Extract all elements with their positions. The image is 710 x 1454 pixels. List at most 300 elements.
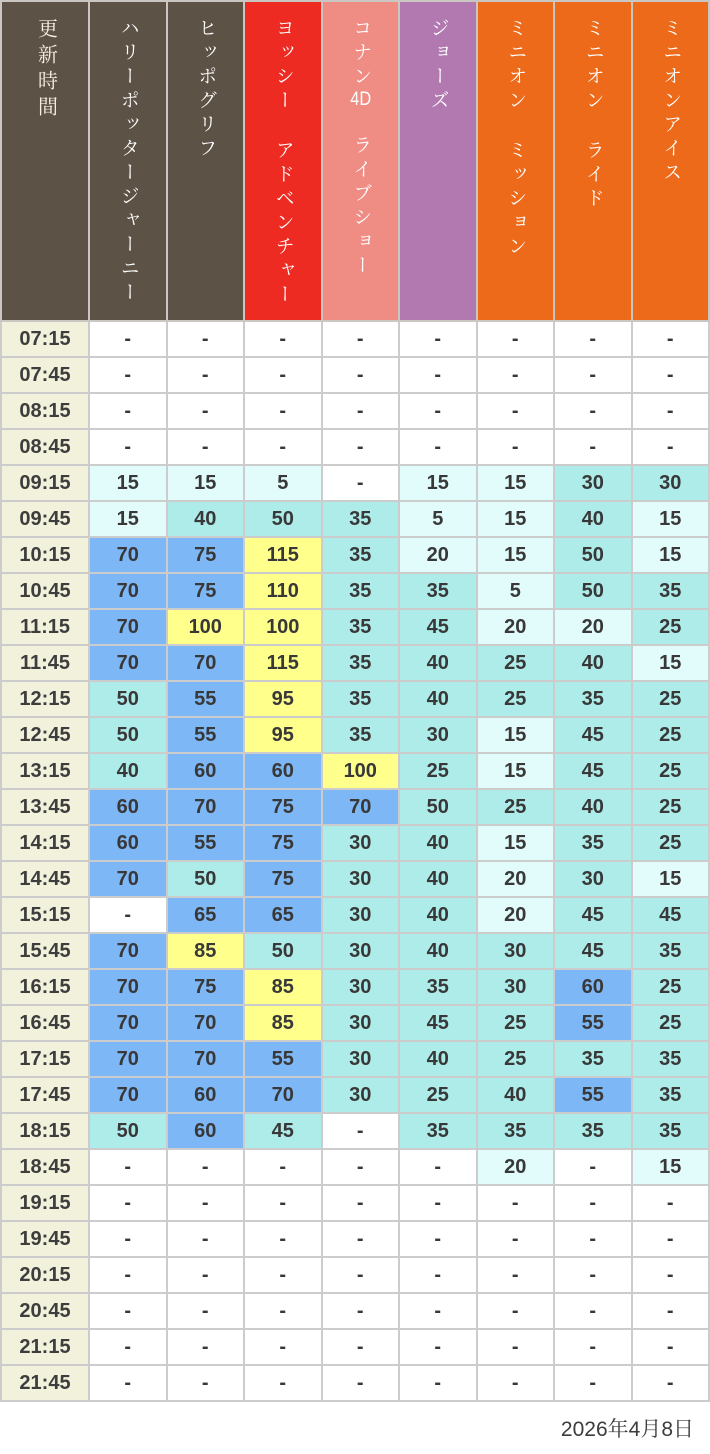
wait-time-cell bbox=[244, 465, 322, 501]
wait-time-value: 15 bbox=[478, 538, 554, 572]
wait-time-value: - bbox=[478, 1222, 554, 1256]
wait-time-cell bbox=[632, 537, 710, 573]
time-cell: 08:45 bbox=[1, 429, 89, 465]
wait-time-value: - bbox=[323, 1330, 399, 1364]
wait-time-value: 15 bbox=[168, 466, 244, 500]
wait-time-cell bbox=[477, 537, 555, 573]
wait-time-value: 50 bbox=[400, 790, 476, 824]
time-cell: 20:15 bbox=[1, 1257, 89, 1293]
wait-time-value: - bbox=[555, 430, 631, 464]
wait-time-value: 75 bbox=[168, 574, 244, 608]
wait-time-value: 30 bbox=[555, 862, 631, 896]
wait-time-cell bbox=[477, 645, 555, 681]
time-cell: 15:45 bbox=[1, 933, 89, 969]
wait-time-value: 70 bbox=[90, 610, 166, 644]
wait-time-cell bbox=[167, 393, 245, 429]
wait-time-value: 50 bbox=[245, 934, 321, 968]
wait-time-cell bbox=[477, 789, 555, 825]
time-cell: 14:15 bbox=[1, 825, 89, 861]
wait-time-value: - bbox=[633, 322, 709, 356]
wait-time-cell bbox=[89, 717, 167, 753]
wait-time-value: - bbox=[633, 358, 709, 392]
column-header-5 bbox=[399, 1, 477, 321]
wait-time-cell bbox=[399, 645, 477, 681]
wait-time-value: 30 bbox=[478, 970, 554, 1004]
wait-time-cell bbox=[399, 501, 477, 537]
wait-time-cell bbox=[89, 537, 167, 573]
wait-time-value: 35 bbox=[323, 574, 399, 608]
wait-time-cell bbox=[89, 681, 167, 717]
wait-time-cell bbox=[167, 609, 245, 645]
wait-time-value: 50 bbox=[90, 682, 166, 716]
wait-time-cell bbox=[632, 429, 710, 465]
wait-time-cell bbox=[554, 861, 632, 897]
wait-time-value: 70 bbox=[168, 1006, 244, 1040]
time-column-header-label: 更新時間 bbox=[34, 18, 57, 122]
table-row bbox=[1, 825, 709, 861]
wait-time-value: 70 bbox=[90, 646, 166, 680]
table-row bbox=[1, 753, 709, 789]
wait-time-value: - bbox=[555, 322, 631, 356]
wait-time-cell bbox=[322, 573, 400, 609]
wait-time-value: 55 bbox=[245, 1042, 321, 1076]
wait-time-value: 100 bbox=[323, 754, 399, 788]
wait-time-value: 45 bbox=[555, 718, 631, 752]
wait-time-value: 65 bbox=[245, 898, 321, 932]
wait-time-cell bbox=[477, 1149, 555, 1185]
wait-time-cell bbox=[244, 825, 322, 861]
wait-time-cell bbox=[554, 573, 632, 609]
wait-time-value: 110 bbox=[245, 574, 321, 608]
wait-time-cell bbox=[632, 357, 710, 393]
wait-time-value: 70 bbox=[90, 574, 166, 608]
wait-time-value: 50 bbox=[168, 862, 244, 896]
table-row bbox=[1, 789, 709, 825]
wait-time-cell bbox=[554, 645, 632, 681]
wait-time-value: - bbox=[633, 394, 709, 428]
wait-time-value: 45 bbox=[555, 898, 631, 932]
wait-time-value: 35 bbox=[323, 718, 399, 752]
wait-time-value: - bbox=[245, 1294, 321, 1328]
wait-time-value: 75 bbox=[168, 538, 244, 572]
wait-time-value: 75 bbox=[168, 970, 244, 1004]
wait-time-cell bbox=[554, 321, 632, 357]
wait-time-cell bbox=[399, 1149, 477, 1185]
wait-time-cell bbox=[322, 609, 400, 645]
wait-time-value: 30 bbox=[323, 1078, 399, 1112]
wait-time-value: - bbox=[90, 1330, 166, 1364]
table-row bbox=[1, 1257, 709, 1293]
wait-time-cell bbox=[399, 789, 477, 825]
wait-time-cell bbox=[89, 1293, 167, 1329]
wait-time-cell bbox=[554, 609, 632, 645]
wait-time-cell bbox=[167, 753, 245, 789]
wait-time-value: 35 bbox=[555, 1114, 631, 1148]
wait-time-value: 15 bbox=[478, 754, 554, 788]
wait-time-cell bbox=[322, 465, 400, 501]
wait-time-value: - bbox=[168, 358, 244, 392]
wait-time-value: - bbox=[245, 358, 321, 392]
wait-time-value: 15 bbox=[90, 466, 166, 500]
table-row bbox=[1, 969, 709, 1005]
column-header-label: ハリーポッタージャーニー bbox=[117, 18, 139, 306]
wait-time-value: 15 bbox=[478, 718, 554, 752]
wait-time-cell bbox=[89, 1005, 167, 1041]
wait-time-cell bbox=[89, 573, 167, 609]
wait-time-value: 40 bbox=[555, 502, 631, 536]
wait-time-cell bbox=[554, 1221, 632, 1257]
wait-time-cell bbox=[322, 717, 400, 753]
wait-time-value: 45 bbox=[245, 1114, 321, 1148]
column-header-3 bbox=[244, 1, 322, 321]
wait-time-value: 60 bbox=[245, 754, 321, 788]
wait-time-cell bbox=[244, 717, 322, 753]
wait-time-value: 25 bbox=[400, 754, 476, 788]
wait-time-value: 35 bbox=[323, 502, 399, 536]
wait-time-cell bbox=[89, 1149, 167, 1185]
wait-time-value: 20 bbox=[400, 538, 476, 572]
wait-time-cell bbox=[167, 1149, 245, 1185]
wait-time-value: 65 bbox=[168, 898, 244, 932]
wait-time-cell bbox=[399, 393, 477, 429]
wait-time-value: 30 bbox=[323, 826, 399, 860]
time-cell: 13:45 bbox=[1, 789, 89, 825]
wait-time-value: - bbox=[633, 1330, 709, 1364]
wait-time-cell bbox=[89, 645, 167, 681]
wait-time-cell bbox=[399, 1113, 477, 1149]
wait-time-value: - bbox=[323, 430, 399, 464]
wait-time-cell bbox=[322, 897, 400, 933]
table-row bbox=[1, 501, 709, 537]
wait-time-value: 50 bbox=[555, 538, 631, 572]
wait-time-cell bbox=[322, 969, 400, 1005]
wait-time-value: 20 bbox=[478, 1150, 554, 1184]
wait-time-cell bbox=[244, 1257, 322, 1293]
wait-time-cell bbox=[477, 1257, 555, 1293]
wait-time-value: - bbox=[168, 394, 244, 428]
time-cell: 11:15 bbox=[1, 609, 89, 645]
wait-time-value: 35 bbox=[400, 574, 476, 608]
wait-time-cell bbox=[167, 933, 245, 969]
wait-time-value: - bbox=[400, 1258, 476, 1292]
wait-time-value: 5 bbox=[245, 466, 321, 500]
wait-time-cell bbox=[322, 537, 400, 573]
wait-time-value: 35 bbox=[478, 1114, 554, 1148]
wait-time-value: 15 bbox=[633, 502, 709, 536]
wait-time-cell bbox=[632, 465, 710, 501]
wait-time-cell bbox=[167, 1113, 245, 1149]
wait-time-cell bbox=[89, 789, 167, 825]
wait-time-value: 35 bbox=[555, 826, 631, 860]
wait-time-value: - bbox=[323, 1366, 399, 1400]
time-cell: 17:15 bbox=[1, 1041, 89, 1077]
wait-time-cell bbox=[167, 1221, 245, 1257]
wait-time-cell bbox=[322, 861, 400, 897]
date-label: 2026年4月8日 bbox=[560, 1418, 694, 1441]
wait-time-value: 40 bbox=[400, 1042, 476, 1076]
wait-time-value: 60 bbox=[90, 826, 166, 860]
wait-time-value: 35 bbox=[633, 574, 709, 608]
wait-time-cell bbox=[89, 1257, 167, 1293]
wait-time-value: - bbox=[90, 1366, 166, 1400]
wait-time-value: 70 bbox=[323, 790, 399, 824]
wait-time-value: - bbox=[400, 322, 476, 356]
wait-time-cell bbox=[167, 1257, 245, 1293]
wait-time-cell bbox=[477, 465, 555, 501]
wait-time-value: - bbox=[90, 898, 166, 932]
wait-time-cell bbox=[167, 825, 245, 861]
wait-time-value: 15 bbox=[400, 466, 476, 500]
wait-time-value: 15 bbox=[478, 826, 554, 860]
time-cell: 09:15 bbox=[1, 465, 89, 501]
wait-time-cell bbox=[632, 1185, 710, 1221]
wait-time-value: 30 bbox=[323, 862, 399, 896]
wait-time-value: 60 bbox=[168, 1078, 244, 1112]
wait-time-value: 70 bbox=[90, 970, 166, 1004]
wait-time-cell bbox=[89, 1365, 167, 1401]
wait-time-cell bbox=[554, 393, 632, 429]
wait-time-cell bbox=[632, 609, 710, 645]
wait-time-value: 45 bbox=[400, 610, 476, 644]
table-row bbox=[1, 1185, 709, 1221]
wait-time-value: - bbox=[633, 1258, 709, 1292]
wait-time-value: 5 bbox=[400, 502, 476, 536]
wait-time-cell bbox=[89, 1185, 167, 1221]
wait-time-cell bbox=[554, 537, 632, 573]
column-header-6 bbox=[477, 1, 555, 321]
wait-time-cell bbox=[632, 1257, 710, 1293]
wait-time-value: - bbox=[400, 358, 476, 392]
table-row bbox=[1, 429, 709, 465]
wait-time-cell bbox=[167, 1005, 245, 1041]
wait-time-value: 35 bbox=[400, 1114, 476, 1148]
wait-time-cell bbox=[554, 897, 632, 933]
wait-time-cell bbox=[244, 609, 322, 645]
table-row bbox=[1, 357, 709, 393]
table-row bbox=[1, 861, 709, 897]
wait-time-cell bbox=[554, 1185, 632, 1221]
wait-time-cell bbox=[632, 933, 710, 969]
wait-time-value: 35 bbox=[555, 1042, 631, 1076]
wait-time-value: 25 bbox=[633, 790, 709, 824]
wait-time-cell bbox=[477, 393, 555, 429]
wait-time-cell bbox=[244, 501, 322, 537]
wait-time-value: 30 bbox=[555, 466, 631, 500]
wait-time-cell bbox=[477, 681, 555, 717]
table-row bbox=[1, 393, 709, 429]
column-header-7 bbox=[554, 1, 632, 321]
wait-time-cell bbox=[632, 321, 710, 357]
wait-time-value: - bbox=[168, 1294, 244, 1328]
table-row bbox=[1, 465, 709, 501]
wait-time-cell bbox=[399, 537, 477, 573]
time-cell: 18:15 bbox=[1, 1113, 89, 1149]
wait-time-value: - bbox=[478, 1186, 554, 1220]
table-row bbox=[1, 1293, 709, 1329]
wait-time-cell bbox=[167, 1365, 245, 1401]
time-cell: 07:15 bbox=[1, 321, 89, 357]
wait-time-cell bbox=[89, 753, 167, 789]
wait-time-cell bbox=[632, 1293, 710, 1329]
wait-time-value: 85 bbox=[245, 1006, 321, 1040]
column-header-label: コナン4D ライブショー bbox=[350, 18, 372, 279]
wait-time-value: - bbox=[168, 1222, 244, 1256]
wait-time-cell bbox=[477, 1005, 555, 1041]
wait-time-value: 20 bbox=[478, 862, 554, 896]
wait-time-cell bbox=[167, 969, 245, 1005]
wait-time-value: 30 bbox=[323, 1042, 399, 1076]
wait-time-cell bbox=[167, 1329, 245, 1365]
wait-time-cell bbox=[89, 969, 167, 1005]
wait-time-cell bbox=[477, 861, 555, 897]
wait-time-value: 55 bbox=[168, 682, 244, 716]
table-row bbox=[1, 609, 709, 645]
wait-time-cell bbox=[244, 573, 322, 609]
wait-time-cell bbox=[399, 1041, 477, 1077]
wait-time-value: - bbox=[245, 394, 321, 428]
wait-time-value: 25 bbox=[633, 826, 709, 860]
wait-time-cell bbox=[244, 681, 322, 717]
wait-time-value: 30 bbox=[633, 466, 709, 500]
wait-time-cell bbox=[244, 1113, 322, 1149]
wait-time-value: 40 bbox=[555, 790, 631, 824]
column-header-label: ミニオン ミッション bbox=[505, 18, 527, 260]
wait-time-value: 95 bbox=[245, 682, 321, 716]
wait-time-value: - bbox=[633, 1186, 709, 1220]
wait-time-value: 55 bbox=[555, 1006, 631, 1040]
wait-time-cell bbox=[322, 933, 400, 969]
wait-time-cell bbox=[399, 753, 477, 789]
wait-time-cell bbox=[632, 1005, 710, 1041]
wait-time-cell bbox=[554, 1077, 632, 1113]
wait-time-cell bbox=[167, 645, 245, 681]
wait-time-cell bbox=[244, 897, 322, 933]
wait-time-cell bbox=[554, 1365, 632, 1401]
wait-time-value: - bbox=[323, 1186, 399, 1220]
wait-time-cell bbox=[322, 1113, 400, 1149]
wait-time-cell bbox=[554, 933, 632, 969]
wait-time-value: 85 bbox=[245, 970, 321, 1004]
wait-time-cell bbox=[477, 573, 555, 609]
wait-time-value: 25 bbox=[478, 682, 554, 716]
wait-time-value: - bbox=[90, 1150, 166, 1184]
time-cell: 11:45 bbox=[1, 645, 89, 681]
column-header-1 bbox=[89, 1, 167, 321]
wait-time-value: - bbox=[478, 1294, 554, 1328]
time-cell: 19:45 bbox=[1, 1221, 89, 1257]
wait-time-cell bbox=[244, 1185, 322, 1221]
wait-time-cell bbox=[244, 357, 322, 393]
wait-time-value: - bbox=[245, 1366, 321, 1400]
table-row bbox=[1, 645, 709, 681]
wait-time-value: - bbox=[245, 1258, 321, 1292]
wait-time-value: - bbox=[90, 1186, 166, 1220]
wait-time-cell bbox=[322, 753, 400, 789]
wait-time-value: - bbox=[323, 1222, 399, 1256]
wait-time-value: 25 bbox=[633, 754, 709, 788]
table-row bbox=[1, 933, 709, 969]
wait-time-value: - bbox=[400, 1366, 476, 1400]
wait-time-value: - bbox=[478, 1258, 554, 1292]
wait-time-cell bbox=[554, 465, 632, 501]
wait-time-cell bbox=[477, 321, 555, 357]
wait-time-value: 25 bbox=[400, 1078, 476, 1112]
wait-time-cell bbox=[244, 753, 322, 789]
table-row bbox=[1, 1113, 709, 1149]
wait-time-value: 55 bbox=[168, 826, 244, 860]
wait-time-value: 40 bbox=[478, 1078, 554, 1112]
wait-time-value: - bbox=[400, 1150, 476, 1184]
wait-time-value: 35 bbox=[400, 970, 476, 1004]
wait-time-cell bbox=[89, 861, 167, 897]
wait-time-cell bbox=[322, 1005, 400, 1041]
time-cell: 08:15 bbox=[1, 393, 89, 429]
wait-time-cell bbox=[399, 1221, 477, 1257]
table-row bbox=[1, 1329, 709, 1365]
wait-time-value: 75 bbox=[245, 826, 321, 860]
wait-time-value: 75 bbox=[245, 862, 321, 896]
wait-time-value: - bbox=[323, 394, 399, 428]
wait-time-cell bbox=[399, 1257, 477, 1293]
wait-time-cell bbox=[632, 1329, 710, 1365]
wait-time-cell bbox=[167, 321, 245, 357]
wait-time-value: - bbox=[478, 1366, 554, 1400]
wait-time-value: 70 bbox=[90, 1006, 166, 1040]
wait-time-cell bbox=[399, 1293, 477, 1329]
table-footer bbox=[0, 1402, 710, 1454]
wait-time-value: 15 bbox=[478, 466, 554, 500]
wait-time-value: - bbox=[323, 1258, 399, 1292]
wait-time-value: 35 bbox=[633, 934, 709, 968]
wait-time-value: - bbox=[633, 430, 709, 464]
wait-time-value: - bbox=[168, 1330, 244, 1364]
wait-time-cell bbox=[477, 897, 555, 933]
wait-time-value: - bbox=[400, 430, 476, 464]
wait-time-cell bbox=[632, 1113, 710, 1149]
wait-time-value: 15 bbox=[633, 646, 709, 680]
wait-time-cell bbox=[554, 969, 632, 1005]
wait-time-cell bbox=[322, 789, 400, 825]
wait-time-value: - bbox=[555, 1258, 631, 1292]
wait-time-cell bbox=[399, 861, 477, 897]
wait-time-value: 40 bbox=[400, 934, 476, 968]
wait-time-cell bbox=[399, 609, 477, 645]
wait-time-cell bbox=[477, 1221, 555, 1257]
wait-time-value: 70 bbox=[90, 934, 166, 968]
wait-time-cell bbox=[632, 825, 710, 861]
time-cell: 17:45 bbox=[1, 1077, 89, 1113]
wait-time-cell bbox=[89, 933, 167, 969]
column-header-8 bbox=[632, 1, 710, 321]
time-column-header bbox=[1, 1, 89, 321]
time-cell: 16:45 bbox=[1, 1005, 89, 1041]
wait-time-value: - bbox=[400, 1330, 476, 1364]
wait-time-value: - bbox=[555, 1186, 631, 1220]
wait-time-cell bbox=[322, 1149, 400, 1185]
wait-time-cell bbox=[554, 1329, 632, 1365]
wait-time-value: 70 bbox=[168, 1042, 244, 1076]
wait-time-cell bbox=[632, 681, 710, 717]
wait-time-cell bbox=[399, 1365, 477, 1401]
wait-time-value: 40 bbox=[400, 646, 476, 680]
wait-time-cell bbox=[554, 681, 632, 717]
wait-time-value: 60 bbox=[168, 754, 244, 788]
table-row bbox=[1, 1365, 709, 1401]
wait-time-value: - bbox=[555, 1222, 631, 1256]
wait-time-value: - bbox=[90, 394, 166, 428]
wait-time-cell bbox=[89, 321, 167, 357]
wait-time-value: 100 bbox=[168, 610, 244, 644]
